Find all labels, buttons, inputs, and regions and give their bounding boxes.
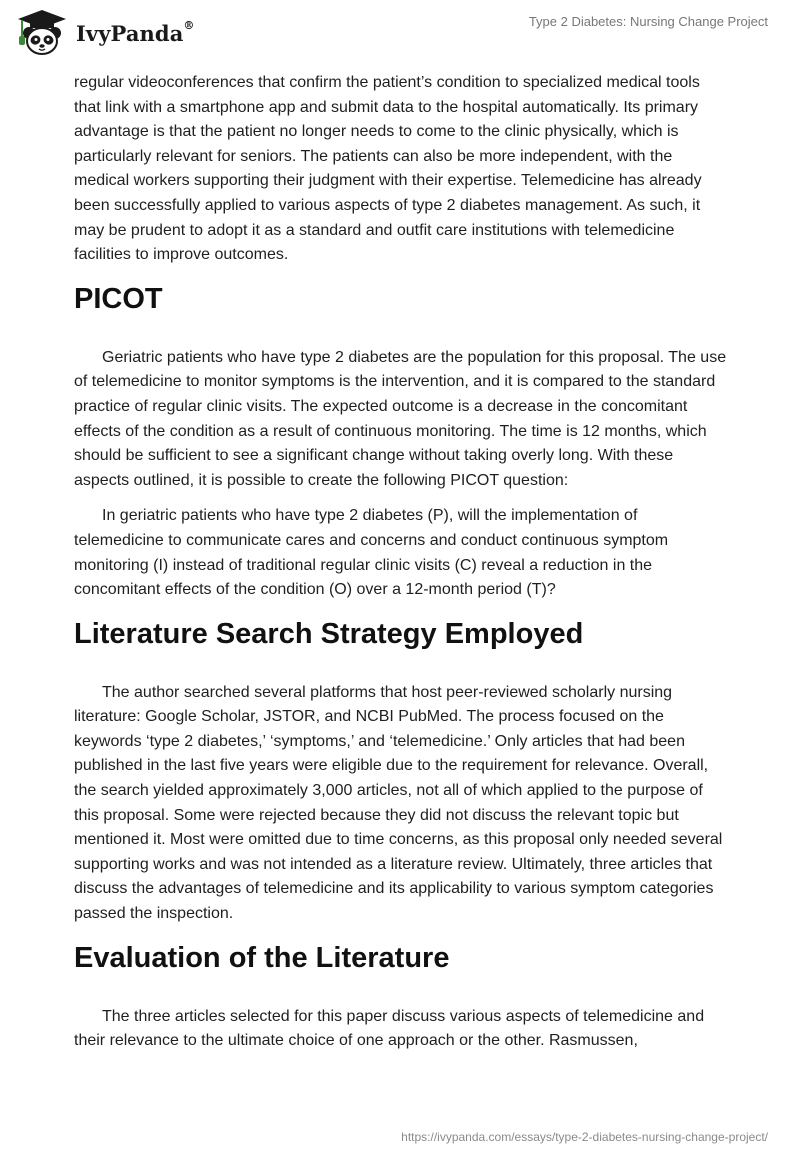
page-header	[0, 0, 800, 72]
paragraph-intro: regular videoconferences that confirm the patient’s condition to specialized medical tools that link with a smartphone app and submit data to the hospital automatically. Its primary advantage is that the patient no longer needs to come to the clinic physically, which is particularly relevant for seniors. The patients can also be more independent, with the medical workers supporting their judgment with their expertise. Telemedicine has already been successfully applied to various aspects of type 2 diabetes management. As such, it may be prudent to adopt it as a standard and outfit care institutions with telemedicine facilities to improve outcomes.	[74, 74, 702, 264]
registered-mark: ®	[183, 18, 195, 32]
brand-name: IvyPanda®	[76, 18, 195, 46]
paragraph-literature-search: The author searched several platforms that host peer-reviewed scholarly nursing literature: Google Scholar, JSTOR, and NCBI PubMed. The process focused on the keywords ‘type 2 diabetes,’ ‘symptoms,’ and ‘telemedicine.’ Only articles that had been published in the last five years were eligible due to the requirement for relevance. Overall, the search yielded approximately 3,000 articles, not all of which applied to the purpose of this proposal. Some were rejected because they did not discuss the relevant topic but mentioned it. Most were omitted due to time concerns, as this proposal only needed several supporting works and was not intended as a literature review. Ultimately, three articles that discuss the advantages of telemedicine and its applicability to various symptom categories passed the inspection.	[74, 683, 723, 923]
panda-graduate-icon	[14, 8, 70, 58]
document-title: Type 2 Diabetes: Nursing Change Project	[528, 14, 768, 29]
heading-literature-search: Literature Search Strategy Employed	[74, 617, 584, 650]
essay-body	[74, 71, 728, 1065]
source-url[interactable]: https://ivypanda.com/essays/type-2-diabetes-nursing-change-project/	[401, 1130, 768, 1144]
heading-picot: PICOT	[74, 282, 163, 315]
paragraph-literature-evaluation: The three articles selected for this paper discuss various aspects of telemedicine and their relevance to the ultimate choice of one approach or the other. Rasmussen,	[74, 1007, 705, 1050]
logo[interactable]	[14, 8, 195, 58]
heading-literature-evaluation: Evaluation of the Literature	[74, 941, 450, 974]
paragraph-picot-2: In geriatric patients who have type 2 diabetes (P), will the implementation of telemedicine to communicate cares and concerns and conduct continuous symptom monitoring (I) instead of traditional regular clinic visits (C) reveal a reduction in the concomitant effects of the condition (O) over a 12-month period (T)?	[74, 507, 669, 599]
paragraph-picot-1: Geriatric patients who have type 2 diabetes are the population for this proposal. The use of telemedicine to monitor symptoms is the intervention, and it is compared to the standard practice of regular clinic visits. The expected outcome is a decrease in the concomitant effects of the condition as a result of continuous monitoring. The time is 12 months, which should be sufficient to see a significant change without taking overly long. With these aspects outlined, it is possible to create the following PICOT question:	[74, 348, 727, 489]
